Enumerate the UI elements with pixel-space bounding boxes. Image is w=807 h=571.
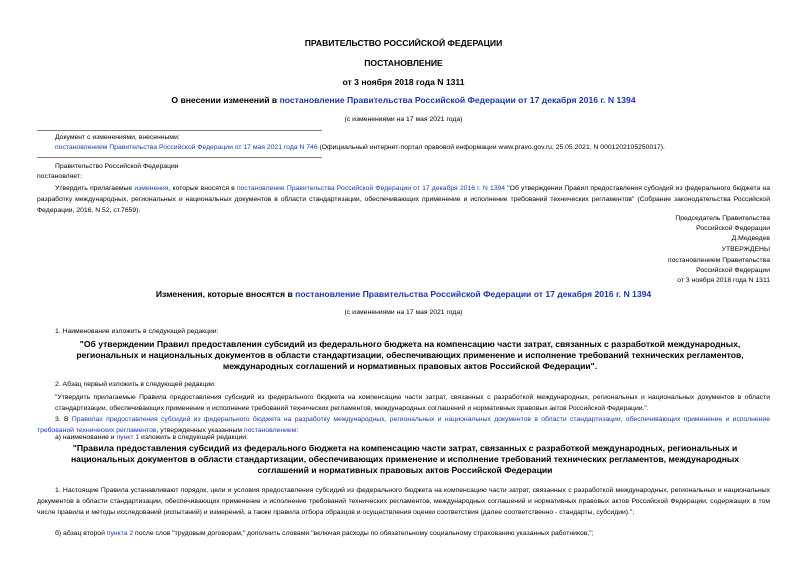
item3-prefix: 3. В — [55, 416, 72, 423]
approved-label: УТВЕРЖДЕНЫ — [721, 246, 770, 253]
point1-text: 1. Настоящие Правила устанавливают порядок, цели и условия предоставления субсидий из федерального бюджета на компенсацию части затрат, связанных с разработкой международных, региональных и национальных документов в области стандартизации, обеспечивающих применение и исполнение требований технических регламентов, международных соглашений и нормативных правовых актов Российской Федерации, содержащих в том числе правила и методы исследований (испытаний) и измерений, а также правила отбора образцов и осуществления оценки соответствия (далее соответственно - стандарты, субсидии)."; — [37, 487, 770, 516]
changes-title — [0, 289, 807, 299]
document-title-prefix: О внесении изменений в — [171, 95, 280, 105]
changes-title-prefix: Изменения, которые вносятся в — [155, 289, 296, 299]
item3-paragraph — [37, 414, 770, 436]
signature-name: Д.Медведев — [731, 235, 770, 242]
item1-new-title: "Об утверждении Правил предоставления субсидий из федерального бюджета на компенсацию части затрат, связанных с разработкой международных, региональных и национальных документов в области стандартизации, обеспечивающих применение и исполнение требований технических регламентов, международных соглашений и нормативных правовых актов Российской Федерации". — [76, 339, 744, 371]
changes-title-link[interactable]: постановление Правительства Российской Федерации от 17 декабря 2016 г. N 1394 — [295, 289, 652, 299]
item3-mid: , утвержденных указанным — [156, 427, 244, 434]
preamble-resolves: постановляет: — [37, 173, 82, 180]
approve-paragraph — [37, 183, 770, 216]
government-name: ПРАВИТЕЛЬСТВО РОССИЙСКОЙ ФЕДЕРАЦИИ — [304, 38, 503, 48]
document-title — [0, 95, 807, 105]
revision-note: (с изменениями на 17 мая 2021 года) — [344, 116, 463, 123]
changes-link[interactable]: изменения — [134, 185, 169, 192]
changes-source-publication: (Официальный интернет-портал правовой информации www.pravo.gov.ru, 25.05.2021, N 0001202105250017). — [317, 144, 665, 151]
item3a-intro — [55, 434, 248, 441]
approve-prefix: Утвердить прилагаемые — [55, 185, 135, 192]
amended-resolution-link[interactable]: постановление Правительства Российской Федерации от 17 декабря 2016 г. N 1394 — [279, 95, 636, 105]
rules-link[interactable]: Правилах предоставления субсидий из федерального бюджета на разработку международных, региональных и национальных документов в области стандартизации, обеспечивающих применение и исполнение требований технических регламентов — [37, 416, 770, 434]
approved-by: постановлением Правительства — [667, 257, 770, 264]
item3a-prefix: а) наименование и — [55, 434, 117, 441]
point2-link[interactable]: пункта 2 — [106, 530, 134, 537]
document-date-number: от 3 ноября 2018 года N 1311 — [342, 77, 465, 87]
divider — [37, 157, 322, 158]
item2-intro: 2. Абзац первый изложить в следующей редакции: — [55, 381, 216, 388]
changes-revision-note: (с изменениями на 17 мая 2021 года) — [344, 309, 463, 316]
rules-new-title: "Правила предоставления субсидий из федерального бюджета на компенсацию части затрат, связанных с разработкой международных, региональных и национальных документов в области стандартизации, обеспечивающих применение и исполнение требований технических регламентов, международных соглашений и нормативных правовых актов Российской Федерации — [70, 443, 740, 475]
signature-position: Председатель Правительства — [675, 215, 770, 222]
preamble-government: Правительство Российской Федерации — [55, 163, 179, 170]
item3a-rest: изложить в следующей редакции: — [139, 434, 248, 441]
approve-mid: , которые вносятся в — [168, 185, 237, 192]
item3b-text — [55, 530, 594, 537]
document-type: ПОСТАНОВЛЕНИЕ — [364, 58, 443, 68]
divider — [37, 130, 322, 131]
changes-source — [55, 144, 665, 151]
resolution-link-2[interactable]: постановлением — [243, 427, 297, 434]
item3b-prefix: б) абзац второй — [55, 530, 107, 537]
changes-source-link[interactable]: постановлением Правительства Российской Федерации от 17 мая 2021 года N 746 — [55, 144, 318, 151]
approve-rest: "Об утверждении Правил предоставления субсидий из федерального бюджета на разработку международных, региональных и национальных документов в области стандартизации, обеспечивающих применение и исполнение требований технических регламентов" (Собрание законодательства Российской Федерации, 2016, N 52, ст.7659). — [37, 185, 771, 214]
approved-country: Российской Федерации — [696, 267, 770, 274]
approved-date: от 3 ноября 2018 года N 1311 — [677, 277, 770, 284]
point1-link[interactable]: пункт 1 — [116, 434, 140, 441]
item2-text: "Утвердить прилагаемые Правила предоставления субсидий из федерального бюджета на компенсацию части затрат, связанных с разработкой международных, региональных и национальных документов в области стандартизации, обеспечивающих применение и исполнение требований технических регламентов, международных соглашений и нормативных правовых актов Российской Федерации.". — [55, 394, 770, 412]
resolution-link[interactable]: постановление Правительства Российской Федерации от 17 декабря 2016 г. N 1394 — [236, 185, 506, 192]
signature-country: Российской Федерации — [696, 225, 770, 232]
item3-end: : — [296, 427, 299, 434]
changes-label: Документ с изменениями, внесенными: — [55, 134, 180, 141]
item1-intro: 1. Наименование изложить в следующей редакции: — [55, 328, 219, 335]
item3b-rest: после слов "трудовым договорам," дополнить словами "включая расходы по обязательному социальному страхованию указанных работников,"; — [133, 530, 594, 537]
